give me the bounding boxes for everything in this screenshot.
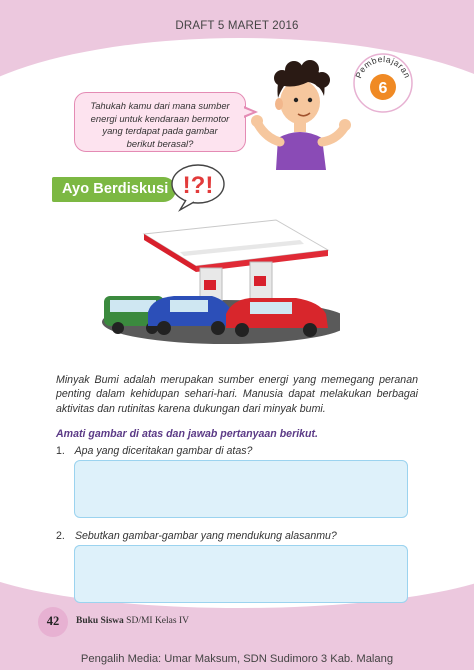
gas-station-illustration [100, 218, 340, 348]
question-text: Sebutkan gambar-gambar yang mendukung alasanmu? [74, 530, 337, 542]
section-title: Ayo Berdiskusi [62, 181, 169, 197]
question-text: Apa yang diceritakan gambar di atas? [74, 445, 253, 457]
intro-paragraph: Minyak Bumi adalah merupakan sumber energi yang memegang peranan penting dalam kehidupan sehari-hari. Manusia dapat melakukan berbagai aktivitas dan rutinitas karena dukungan dari minyak bumi. [56, 374, 418, 415]
bubble-line: yang terdapat pada gambar [102, 125, 218, 137]
lesson-badge [352, 52, 414, 114]
question-number: 2. [56, 530, 65, 542]
draft-date: DRAFT 5 MARET 2016 [175, 20, 299, 32]
answer-box-2-overlay [74, 545, 408, 603]
page-number: 42 [46, 614, 60, 628]
publisher-credit: Pengalih Media: Umar Maksum, SDN Sudimoro 3 Kab. Malang [80, 653, 394, 665]
bubble-line: berikut berasal? [126, 137, 194, 149]
question-number: 1. [56, 445, 65, 457]
book-title-bold: Buku Siswa [76, 616, 124, 626]
lesson-badge-word: Pembelajaran [353, 53, 413, 80]
book-title [76, 616, 189, 626]
boy-illustration [248, 58, 354, 170]
question-2 [56, 530, 337, 542]
bubble-line: Tahukah kamu dari mana sumber [90, 100, 230, 111]
discussion-icon [170, 162, 226, 212]
lesson-badge-number: 6 [378, 80, 388, 97]
question-1 [56, 445, 252, 457]
answer-box-1[interactable] [74, 460, 408, 518]
speech-bubble [74, 92, 246, 152]
discussion-icon-text: !?! [182, 172, 214, 199]
book-title-rest: SD/MI Kelas IV [123, 616, 189, 626]
instruction-text: Amati gambar di atas dan jawab pertanyaan berikut. [56, 428, 318, 440]
bubble-line: energi untuk kendaraan bermotor [90, 112, 230, 124]
